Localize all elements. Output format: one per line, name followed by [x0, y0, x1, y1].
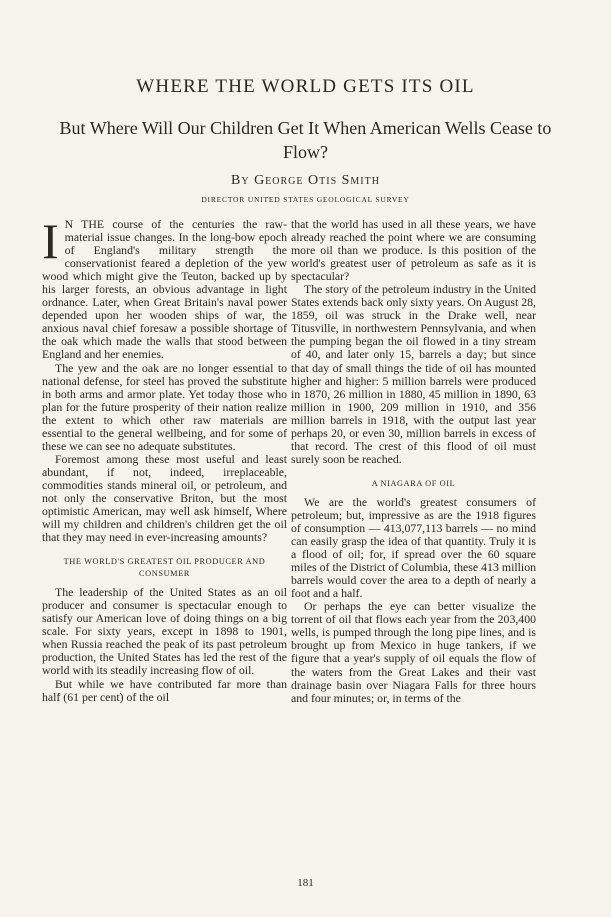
- right-column: [291, 218, 536, 705]
- author-byline: By George Otis Smith: [231, 173, 380, 188]
- paragraph: Foremost among these most useful and least abundant, if not, indeed, irreplaceable, commodities stands mineral oil, or petroleum, and not only the conservative Briton, but the most optimistic American, may well ask himself, Where will my children and children's children get the oil that they may need in ever-increasing amounts?: [42, 451, 287, 545]
- paragraph: We are the world's greatest consumers of petroleum; but, impressive as are the 1918 figures of consumption — 413,077,113 barrels — no mind can easily grasp the idea of that quantity. Truly it is a flood of oil; for, if spread over the 60 square miles of the District of Columbia, these 413 million barrels would cover the area to a depth of nearly a foot and a half.: [291, 494, 536, 601]
- paragraph: The leadership of the United States as an oil producer and consumer is spectacular enough to satisfy our American love of doing things on a big scale. For sixty years, except in 1898 to 1901, when Russia reached the peak of its past petroleum production, the United States has led the rest of the world with its steadily increasing flow of oil.: [42, 585, 287, 678]
- paragraph: Or perhaps the eye can better visualize the torrent of oil that flows each year from the 203,400 wells, is pumped through the long pipe lines, and is brought up from Mexico in huge tankers, if we figure that a year's supply of oil equals the flow of the waters from the Great Lakes and their vast drainage basin over Niagara Falls for three hours and four minutes; or, in terms of the: [291, 599, 536, 705]
- section-heading: A NIAGARA OF OIL: [371, 478, 456, 488]
- article-title: WHERE THE WORLD GETS ITS OIL: [136, 76, 475, 97]
- paragraph: But while we have contributed far more than half (61 per cent) of the oil: [42, 676, 287, 704]
- section-heading: THE WORLD'S GREATEST OIL PRODUCER AND CONSUMER: [63, 557, 266, 579]
- paragraph: [42, 213, 287, 362]
- paragraph: that the world has used in all these years, we have already reached the point where we are consuming more oil than we produce. Is this position of the world's greatest user of petroleum as safe as it is spectacular?: [291, 217, 536, 284]
- paragraph-text: N THE course of the centuries the raw-material issue changes. In the long-bow epoch of England's military strength the conservationist feared a depletion of the yew wood which might give the Teuton, backed up by his larger forests, an obvious advantage in light ordnance. Later, when Great Britain's naval power depended upon her wooden ships of war, the anxious naval chief foresaw a possible shortage of the oak which made the walls that stood between England and her enemies.: [42, 217, 287, 362]
- left-column: [42, 213, 287, 704]
- article-subtitle: But Where Will Our Children Get It When American Wells Cease to Flow?: [59, 118, 552, 162]
- drop-cap: I: [42, 213, 59, 269]
- paragraph: The yew and the oak are no longer essential to national defense, for steel has proved the substitute in both arms and armor plate. Yet today those who plan for the future prosperity of their nation realize the extent to which other raw materials are essential to the general wellbeing, and for some of these we can see no adequate substitutes.: [42, 360, 287, 453]
- page-number: 181: [297, 877, 314, 889]
- author-affiliation: DIRECTOR UNITED STATES GEOLOGICAL SURVEY: [201, 195, 410, 204]
- paragraph: The story of the petroleum industry in the United States extends back only sixty years. On August 28, 1859, oil was struck in the Drake well, near Titusville, in northwestern Pennsylvania, and when the pumping began the oil flowed in a tiny stream of 40, and later only 15, barrels a day; but since that day of small things the tide of oil has mounted higher and higher: 5 million barrels were produced in 1870, 26 million in 1880, 45 million in 1890, 63 million in 1900, 209 million in 1910, and 356 million barrels in 1918, with the output last year perhaps 20, or even 30, million barrels in excess of that record. The crest of this flood of oil must surely soon be reached.: [291, 282, 536, 466]
